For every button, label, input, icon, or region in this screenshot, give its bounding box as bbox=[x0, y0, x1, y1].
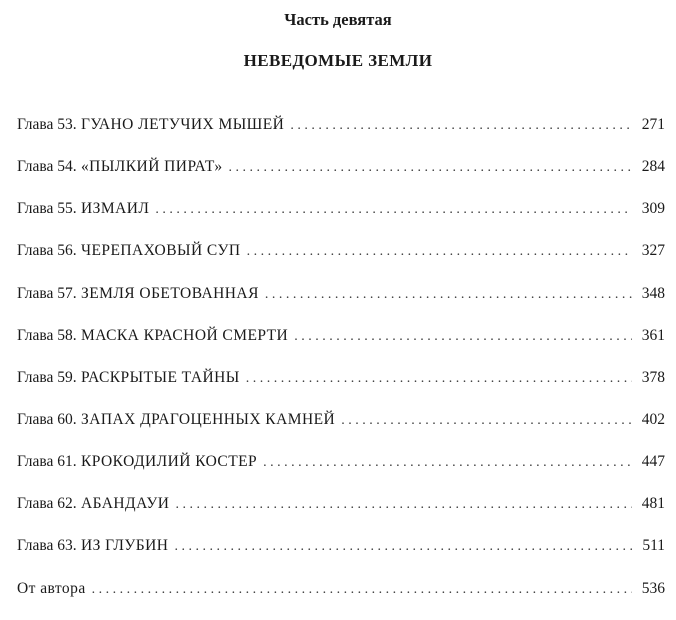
toc-entry-label bbox=[17, 493, 169, 515]
toc-page-number: 536 bbox=[641, 579, 665, 597]
toc-entry-57[interactable] bbox=[17, 283, 665, 325]
toc-chapter-title: ЗЕМЛЯ ОБЕТОВАННАЯ bbox=[80, 284, 259, 302]
section-title: НЕВЕДОМЫЕ ЗЕМЛИ bbox=[243, 51, 433, 70]
toc-entry-label bbox=[17, 198, 149, 220]
toc-page-number: 402 bbox=[641, 410, 665, 428]
toc-chapter-title: ИЗ ГЛУБИН bbox=[80, 537, 169, 555]
toc-page-number: 481 bbox=[641, 495, 665, 513]
toc-chapter-number: Глава 55. bbox=[17, 200, 77, 218]
toc-entry-afterword[interactable] bbox=[17, 578, 665, 620]
toc-chapter-title: От автора bbox=[17, 579, 86, 597]
toc-chapter-title: ГУАНО ЛЕТУЧИХ МЫШЕЙ bbox=[80, 116, 285, 133]
toc-page-number: 511 bbox=[642, 537, 665, 555]
dot-leader bbox=[155, 199, 632, 221]
toc-entry-58[interactable] bbox=[17, 325, 665, 367]
toc-chapter-number: Глава 61. bbox=[17, 453, 77, 471]
dot-leader bbox=[246, 368, 632, 390]
table-of-contents bbox=[17, 114, 665, 620]
toc-entry-55[interactable] bbox=[17, 198, 665, 240]
toc-chapter-number: Глава 53. bbox=[17, 116, 77, 133]
toc-chapter-number: Глава 56. bbox=[17, 242, 77, 260]
dot-leader bbox=[92, 579, 632, 601]
toc-entry-56[interactable] bbox=[17, 240, 665, 282]
toc-page-number: 447 bbox=[641, 453, 665, 471]
part-title: Часть девятая bbox=[284, 10, 392, 29]
toc-entry-54[interactable] bbox=[17, 156, 665, 198]
toc-page-number: 271 bbox=[641, 116, 665, 133]
toc-chapter-title: МАСКА КРАСНОЙ СМЕРТИ bbox=[80, 326, 289, 344]
toc-chapter-number: Глава 63. bbox=[17, 537, 77, 555]
toc-entry-label bbox=[17, 114, 284, 136]
toc-chapter-number: Глава 62. bbox=[17, 495, 77, 513]
dot-leader bbox=[247, 241, 632, 263]
toc-entry-label bbox=[17, 367, 240, 389]
toc-entry-label bbox=[17, 451, 257, 473]
dot-leader bbox=[290, 115, 632, 137]
toc-chapter-title: «ПЫЛКИЙ ПИРАТ» bbox=[80, 158, 223, 176]
toc-chapter-title: ИЗМАИЛ bbox=[80, 200, 150, 218]
dot-leader bbox=[341, 410, 632, 432]
toc-entry-label bbox=[17, 156, 223, 178]
toc-page-number: 284 bbox=[641, 158, 665, 176]
toc-chapter-number: Глава 60. bbox=[17, 410, 77, 428]
toc-page-number: 348 bbox=[641, 284, 665, 302]
toc-entry-59[interactable] bbox=[17, 367, 665, 409]
toc-chapter-number: Глава 57. bbox=[17, 284, 77, 302]
toc-chapter-title: КРОКОДИЛИЙ КОСТЕР bbox=[80, 453, 258, 471]
toc-chapter-title: АБАНДАУИ bbox=[80, 495, 170, 513]
toc-chapter-title: РАСКРЫТЫЕ ТАЙНЫ bbox=[80, 368, 240, 386]
toc-chapter-title: ЧЕРЕПАХОВЫЙ СУП bbox=[80, 242, 241, 260]
toc-entry-label bbox=[17, 325, 288, 347]
toc-entry-62[interactable] bbox=[17, 493, 665, 535]
toc-chapter-number: Глава 58. bbox=[17, 326, 77, 344]
toc-entry-label bbox=[17, 535, 168, 557]
toc-chapter-number: Глава 54. bbox=[17, 158, 77, 176]
dot-leader bbox=[174, 536, 632, 558]
toc-entry-label bbox=[17, 240, 241, 262]
toc-entry-label bbox=[17, 578, 86, 600]
toc-page-number: 378 bbox=[641, 368, 665, 386]
dot-leader bbox=[175, 494, 632, 516]
toc-page-number: 361 bbox=[641, 326, 665, 344]
toc-chapter-title: ЗАПАХ ДРАГОЦЕННЫХ КАМНЕЙ bbox=[80, 410, 336, 428]
toc-entry-61[interactable] bbox=[17, 451, 665, 493]
toc-entry-label bbox=[17, 409, 335, 431]
dot-leader bbox=[265, 284, 632, 306]
toc-page-number: 327 bbox=[641, 242, 665, 260]
toc-page-number: 309 bbox=[641, 200, 665, 218]
toc-chapter-number: Глава 59. bbox=[17, 368, 77, 386]
toc-entry-60[interactable] bbox=[17, 409, 665, 451]
dot-leader bbox=[294, 326, 632, 348]
toc-entry-53[interactable] bbox=[17, 114, 665, 156]
dot-leader bbox=[263, 452, 632, 474]
toc-entry-label bbox=[17, 283, 259, 305]
dot-leader bbox=[229, 157, 632, 179]
toc-entry-63[interactable] bbox=[17, 535, 665, 577]
